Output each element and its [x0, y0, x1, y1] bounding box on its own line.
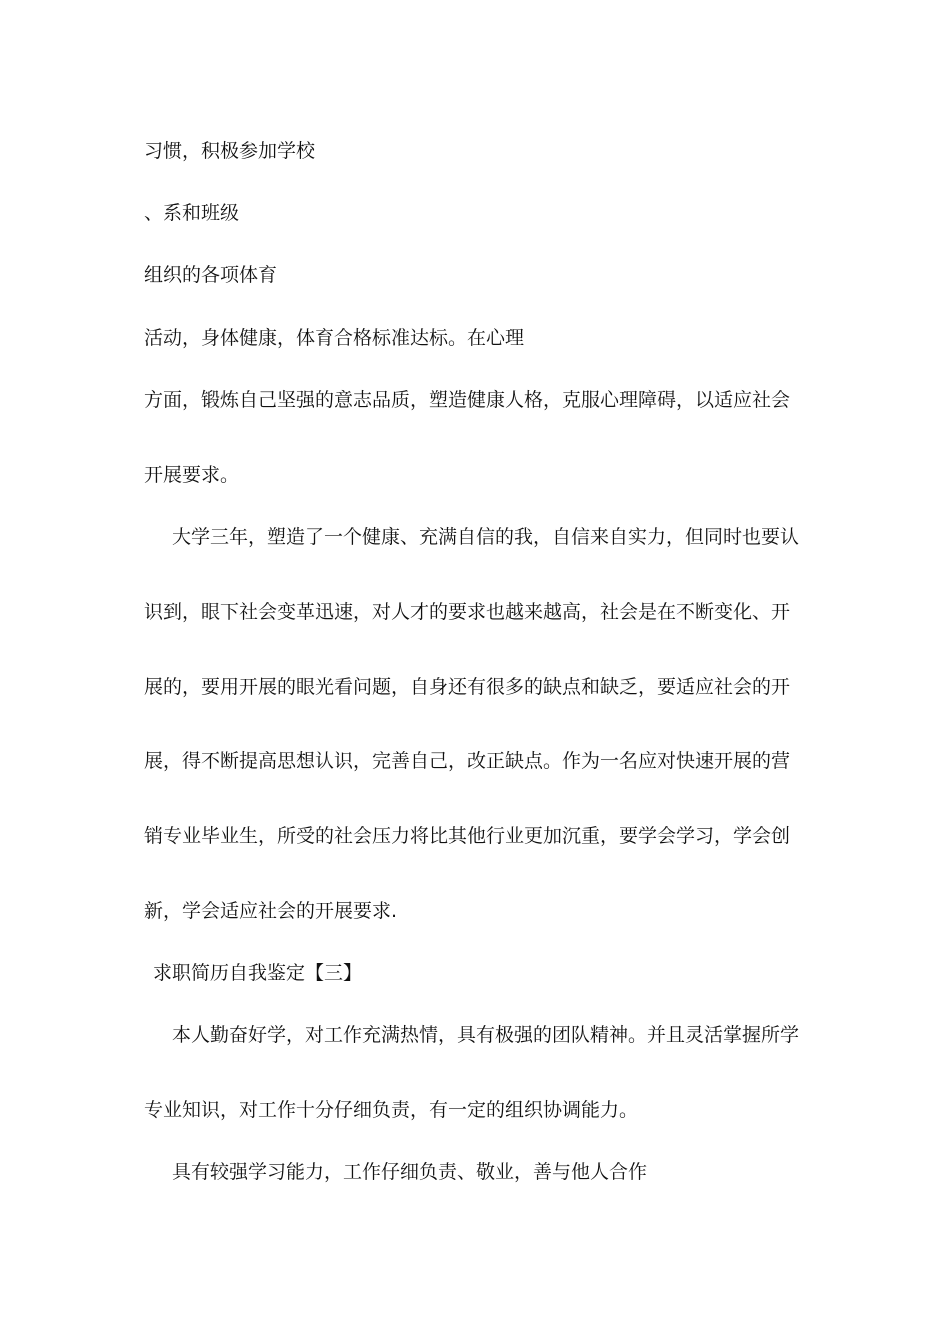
text-line: 方面，锻炼自己坚强的意志品质，塑造健康人格，克服心理障碍，以适应社会 — [144, 389, 791, 411]
text-line: 开展要求。 — [144, 464, 240, 486]
text-line: 展，得不断提高思想认识，完善自己，改正缺点。作为一名应对快速开展的营 — [144, 750, 791, 772]
text-line: 专业知识，对工作十分仔细负责，有一定的组织协调能力。 — [144, 1099, 639, 1121]
paragraph-start-line: 具有较强学习能力，工作仔细负责、敬业，善与他人合作 — [172, 1161, 648, 1183]
text-line: 活动，身体健康，体育合格标准达标。在心理 — [144, 327, 525, 349]
text-line: 销专业毕业生，所受的社会压力将比其他行业更加沉重，要学会学习，学会创 — [144, 825, 791, 847]
text-line: 习惯，积极参加学校 — [144, 140, 316, 162]
text-line: 组织的各项体育 — [144, 264, 278, 286]
paragraph-start-line: 大学三年，塑造了一个健康、充满自信的我，自信来自实力，但同时也要认 — [172, 526, 800, 548]
text-line: 识到，眼下社会变革迅速，对人才的要求也越来越高，社会是在不断变化、开 — [144, 601, 791, 623]
text-line: 、系和班级 — [144, 202, 240, 224]
text-line: 展的，要用开展的眼光看问题，自身还有很多的缺点和缺乏，要适应社会的开 — [144, 676, 791, 698]
text-line: 新，学会适应社会的开展要求. — [144, 900, 398, 922]
section-heading: 求职简历自我鉴定【三】 — [153, 962, 363, 984]
paragraph-start-line: 本人勤奋好学，对工作充满热情，具有极强的团队精神。并且灵活掌握所学 — [172, 1024, 800, 1046]
